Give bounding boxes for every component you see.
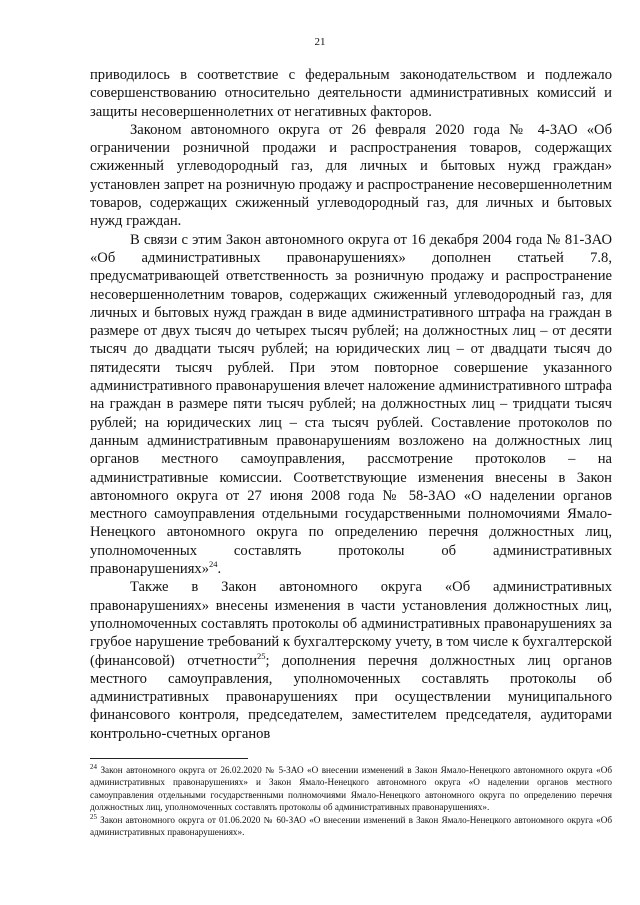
paragraph	[90, 578, 612, 743]
body-text	[90, 66, 612, 743]
footnote-reference[interactable]: 25	[257, 650, 266, 661]
footnote-text: Закон автономного округа от 26.02.2020 № 5-ЗАО «О внесении изменений в Закон Ямало-Ненецкого автономного округа «Об административных правонарушениях» и Закон Ямало-Ненецкого автономного округа «О наделении органов местного самоуправления отдельными государственными полномочиями Ямало-Ненецкого автономного округа по определению перечня должностных лиц, уполномоченных составлять протоколы об административных правонарушениях».	[90, 765, 612, 813]
footnote-mark: 24	[90, 762, 97, 771]
footnotes	[90, 764, 612, 838]
page-number: 21	[314, 36, 326, 48]
paragraph-text-tail: ; дополнения перечня должностных лиц органов местного самоуправления, уполномоченных составлять протоколы об административных правонарушениях при осуществлении муниципального финансового контроля, председателем, заместителем председателя, аудиторами контрольно-счетных органов	[90, 652, 612, 742]
paragraph-text: приводилось в соответствие с федеральным законодательством и подлежало совершенствованию относительно деятельности административных комиссий и защиты несовершеннолетних от негативных факторов.	[90, 67, 612, 120]
footnote	[90, 764, 612, 814]
paragraph-text: В связи с этим Закон автономного округа от 16 декабря 2004 года № 81-ЗАО «Об административных правонарушениях» дополнен статьей 7.8, предусматривающей ответственность за розничную продажу и распространение несовершеннолетним товаров, содержащих сжиженный углеводородный газ, для личных и бытовых нужд граждан в виде административного штрафа на граждан в размере от двух тысяч до четырех тысяч рублей; на должностных лиц – от десяти тысяч до двадцати тысяч рублей; на юридических лиц – от двадцати тысяч до пятидесяти тысяч рублей. При этом повторное совершение указанного административного правонарушения влечет наложение административного штрафа на граждан в размере пяти тысяч рублей; на должностных лиц – тридцати тысяч рублей; на юридических лиц – ста тысяч рублей. Составление протоколов по данным административным правонарушениям возложено на должностных лиц органов местного самоуправления, рассмотрение протоколов – на административные комиссии. Соответствующие изменения внесены в Закон автономного округа от 27 июня 2008 года № 58-ЗАО «О наделении органов местного самоуправления отдельными государственными полномочиями Ямало-Ненецкого автономного округа по определению перечня должностных лиц, уполномоченных составлять протоколы об административных правонарушениях»	[90, 231, 612, 578]
paragraph-text: Законом автономного округа от 26 февраля 2020 года № 4-ЗАО «Об ограничении розничной продажи и распространения товаров, содержащих сжиженный углеводородный газ, для личных и бытовых нужд граждан» установлен запрет на розничную продажу и распространение несовершеннолетним товаров, содержащих сжиженный углеводородный газ, для личных и бытовых нужд граждан.	[90, 121, 612, 230]
footnote-mark: 25	[90, 812, 97, 821]
paragraph	[90, 121, 612, 231]
paragraph-text: Также в Закон автономного округа «Об административных правонарушениях» внесены изменения в части установления должностных лиц, уполномоченных составлять протоколы об административных правонарушениях за грубое нарушение требований к бухгалтерскому учету, в том числе к бухгалтерской (финансовой) отчетности	[90, 579, 612, 669]
paragraph-text-tail: .	[217, 561, 222, 578]
paragraph	[90, 66, 612, 121]
footnote-separator	[90, 758, 248, 759]
footnote	[90, 814, 612, 839]
footnote-text: Закон автономного округа от 01.06.2020 № 60-ЗАО «О внесении изменений в Закон Ямало-Ненецкого автономного округа «Об административных правонарушениях».	[90, 814, 612, 838]
paragraph	[90, 231, 612, 579]
footnote-reference[interactable]: 24	[209, 559, 218, 570]
